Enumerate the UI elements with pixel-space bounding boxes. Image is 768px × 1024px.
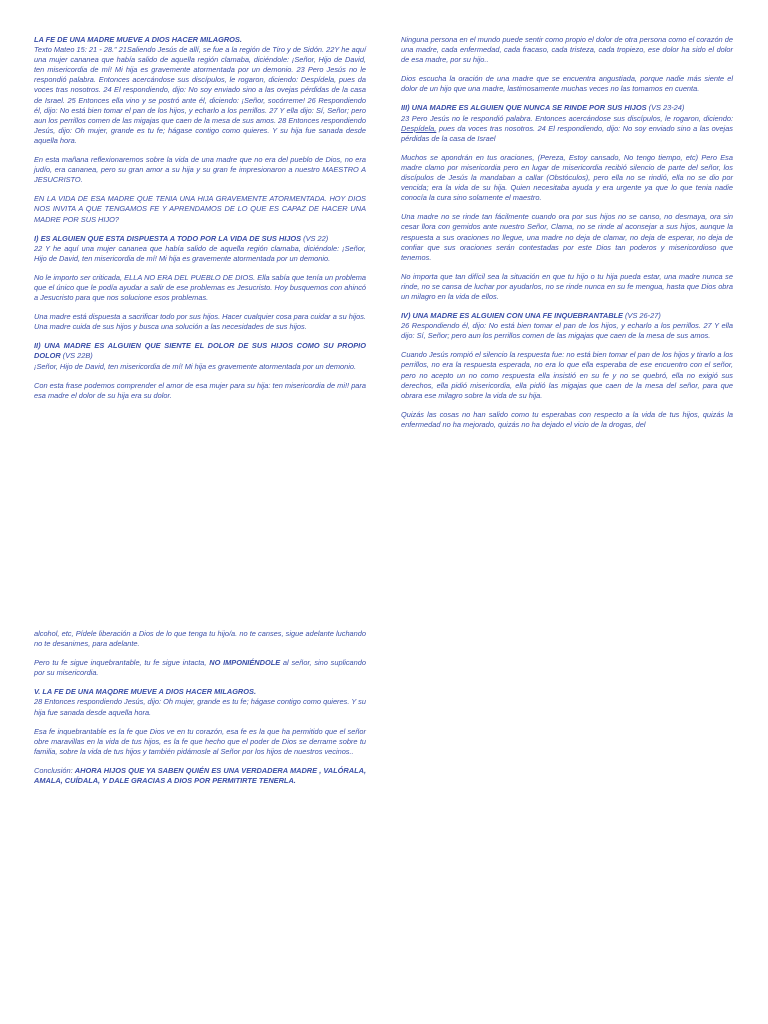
paragraph: Ninguna persona en el mundo puede sentir como propio el dolor de otra persona como el corazón de una madre, cada enfermedad, cada fracaso, cada tristeza, cada tropiezo, ese dolor ha sido el dolor de esa madre, por su hijo..: [401, 35, 733, 65]
right-column: [401, 35, 733, 439]
paragraph: Una madre está dispuesta a sacrificar todo por sus hijos. Hacer cualquier cosa para cuidar a su hijos. Una madre cuida de sus hijos y busca una solución a las necesidades de sus hijos.: [34, 312, 366, 332]
section-heading: III) UNA MADRE ES ALGUIEN QUE NUNCA SE RINDE POR SUS HIJOS: [401, 103, 647, 113]
verse-reference: (VS 22B): [60, 351, 93, 361]
verse-reference: (VS 26-27): [623, 311, 661, 321]
section-heading: II) UNA MADRE ES ALGUIEN QUE SIENTE EL DOLOR DE SUS HIJOS COMO SU PROPIO DOLOR: [34, 341, 366, 361]
paragraph: Con esta frase podemos comprender el amor de esa mujer para su hija: ten misericordia de mi!! para esa madre el dolor de su hija era su dolor.: [34, 380, 366, 400]
conclusion-label: Conclusión:: [34, 765, 75, 775]
paragraph: No importa que tan difícil sea la situación en que tu hijo o tu hija pueda estar, una madre nunca se rinde, no se cansa de luchar por ayudarlos, no se rinde nunca en su fe mengua, hasta que Dios obra un milagro en la vida de ellos.: [401, 271, 733, 301]
section-heading: I) ES ALGUIEN QUE ESTA DISPUESTA A TODO POR LA VIDA DE SUS HIJOS: [34, 233, 302, 243]
paragraph: alcohol, etc, Pídele liberación a Dios de lo que tenga tu hijo/a. no te canses, sigue adelante luchando no te desanimes, para adelante.: [34, 629, 366, 649]
bold-phrase: NO IMPONIÉNDOLE: [209, 658, 281, 668]
paragraph: EN LA VIDA DE ESA MADRE QUE TENIA UNA HIJA GRAVEMENTE ATORMENTADA. HOY DIOS NOS INVITA A QUE TENGAMOS FE Y APRENDAMOS DE LO QUE ES CAPAZ DE HACER UNA MADRE POR SUS HIJO?: [34, 194, 366, 224]
paragraph: Quizás las cosas no han salido como tu esperabas con respecto a la vida de tus hijos, quizás la enfermedad no ha mejorado, quizás no ha dejado el vicio de la drogas, del: [401, 409, 733, 429]
paragraph: Muchos se apondrán en tus oraciones, (Pereza, Estoy cansado, No tengo tiempo, etc) Pero Esa madre clamo por misericordia pero en lugar de misericordia recibió silencio de parte del señor, los discípulos de Jesús la mandaban a callar (Obstóculos), pero ella no se rindió, ella no se dio por vencida; era la vida de su hija. Quien necesitaba ayuda y era urgente ya que lo que tenia nadie conocía la cura sino solamente el maestro.: [401, 152, 733, 203]
scripture-text: Texto Mateo 15: 21 - 28.” 21Saliendo Jesús de allí, se fue a la región de Tiro y de Sidón. 22Y he aquí una mujer cananea que había salido de aquella región clamaba, diciéndole: ¡Señor, Hijo de David, ten misericordia de mí! Mi hija es gravemente atormentada por un demonio. 23 Pero Jesús no le respondió palabra. Entonces acercándose sus discípulos, le rogaron, diciendo: Despídela, pues da voces tras nosotros. 24 El respondiendo, dijo: No soy enviado sino a las ovejas pérdidas de la casa de Israel. 25 Entonces ella vino y se postró ante él, diciendo: ¡Señor, socórreme! 26 Respondiendo él, dijo: No está bien tomar el pan de los hijos, y echarlo a los perrillos. 27 Y ella dijo: Sí, Señor; pero aun los perrillos comen de las migajas que caen de la mesa de sus amos. 28 Entonces respondiendo Jesús, dijo: Oh mujer, grande es tu fe; hágase contigo como quieres. Y su hija fue sanada desde aquella hora.: [34, 45, 366, 145]
paragraph: En esta mañana reflexionaremos sobre la vida de una madre que no era del pueblo de Dios, no era judío, era cananea, pero su gran amor a su hija y su gran fe impresionaron a nuestro MAESTRO A JESUCRISTO.: [34, 155, 366, 185]
paragraph: Dios escucha la oración de una madre que se encuentra angustiada, porque nadie más siente el dolor de un hijo que una madre, lastimosamente muchas veces no las tomamos en cuenta.: [401, 74, 733, 94]
paragraph: pues da voces tras nosotros. 24 El respondiendo, dijo: No soy enviado sino a las ovejas pérdidas de la casa de Israel: [401, 123, 733, 143]
section-heading: V. LA FE DE UNA MAQDRE MUEVE A DIOS HACER MILAGROS.: [34, 687, 257, 697]
paragraph: 23 Pero Jesús no le respondió palabra. Entonces acercándose sus discípulos, le rogaron, diciendo:: [401, 113, 733, 123]
section-heading: IV) UNA MADRE ES ALGUIEN CON UNA FE INQUEBRANTABLE: [401, 311, 623, 321]
verse-reference: (VS 22): [301, 233, 329, 243]
conclusion-text: AHORA HIJOS QUE YA SABEN QUIÉN ES UNA VERDADERA MADRE , VALÓRALA, AMALA, CUÍDALA, Y DALE GRACIAS A DIOS POR PERMITIRTE TENERLA.: [34, 765, 366, 786]
paragraph: Una madre no se rinde tan fácilmente cuando ora por sus hijos no se canso, no desmaya, ora sin cesar llora con gemidos ante nuestro Señor, Clama, no se rinde al aconsejar a sus hijos, aunque la respuesta a sus oraciones no llegue, una madre no deja de clamar, no deja de esperar, no deja de confiar que sus oraciones serán contestadas por este Dios tan poderos y misericordioso que tenemos.: [401, 212, 733, 262]
paragraph: 28 Entonces respondiendo Jesús, dijo: Oh mujer, grande es tu fe; hágase contigo como quieres. Y su hija fue sanada desde aquella hora.: [34, 697, 366, 717]
left-column: [34, 35, 366, 410]
document-title: LA FE DE UNA MADRE MUEVE A DIOS HACER MILAGROS.: [34, 35, 242, 44]
paragraph: 26 Respondiendo él, dijo: No está bien tomar el pan de los hijos, y echarlo a los perrillos. 27 Y ella dijo: Sí, Señor; pero aun los perrillos comen de las migajas que caen de la mesa de sus amos.: [401, 321, 733, 341]
paragraph: al señor, sino suplicando por su misericordia.: [34, 658, 366, 678]
paragraph: ¡Señor, Hijo de David, ten misericordia de mí! Mi hija es gravemente atormentada por un demonio.: [34, 361, 357, 371]
paragraph: No le importo ser criticada, ELLA NO ERA DEL PUEBLO DE DIOS. Ella sabía que tenía un problema que el único que le podía ayudar a salir de ese problemas es Jesucristo. Hoy busquemos con ahincó a Jesucristo para que nos solucione esos problemas.: [34, 272, 366, 303]
paragraph: Cuando Jesús rompió el silencio la respuesta fue: no está bien tomar el pan de los hijos y tirarlo a los perrillos, no era la respuesta esperada, no era lo que ella esperaba de ese encuentro con el señor, pero no acepto un no como respuesta ella insistió en su fe y no se quebró, ella no exigió sus derechos, ella pidió misericordia, ella pidió las migajas que caen de la mesa del señor, para que obrara ese milagro sobre la vida de su hija.: [401, 350, 733, 400]
paragraph: Esa fe inquebrantable es la fe que Dios ve en tu corazón, esa fe es la que ha permitido que el señor obre maravillas en la vida de tus hijos, es la fe que hecho que el poder de Dios se derrame sobre tu familia, sobre la vida de tus hijos y también pidámosle al Señor por los hijos de nuestros vecinos..: [34, 726, 366, 756]
paragraph: 22 Y he aquí una mujer cananea que había salido de aquella región clamaba, diciéndole: ¡Señor, Hijo de David, ten misericordia de mí! Mi hija es gravemente atormentada por un demonio.: [34, 243, 366, 263]
verse-reference: (VS 23-24): [646, 103, 685, 113]
bottom-column: [34, 629, 366, 795]
paragraph: Pero tu fe sigue inquebrantable, tu fe sigue intacta,: [34, 658, 210, 668]
underlined-word: Despídela,: [401, 123, 437, 133]
